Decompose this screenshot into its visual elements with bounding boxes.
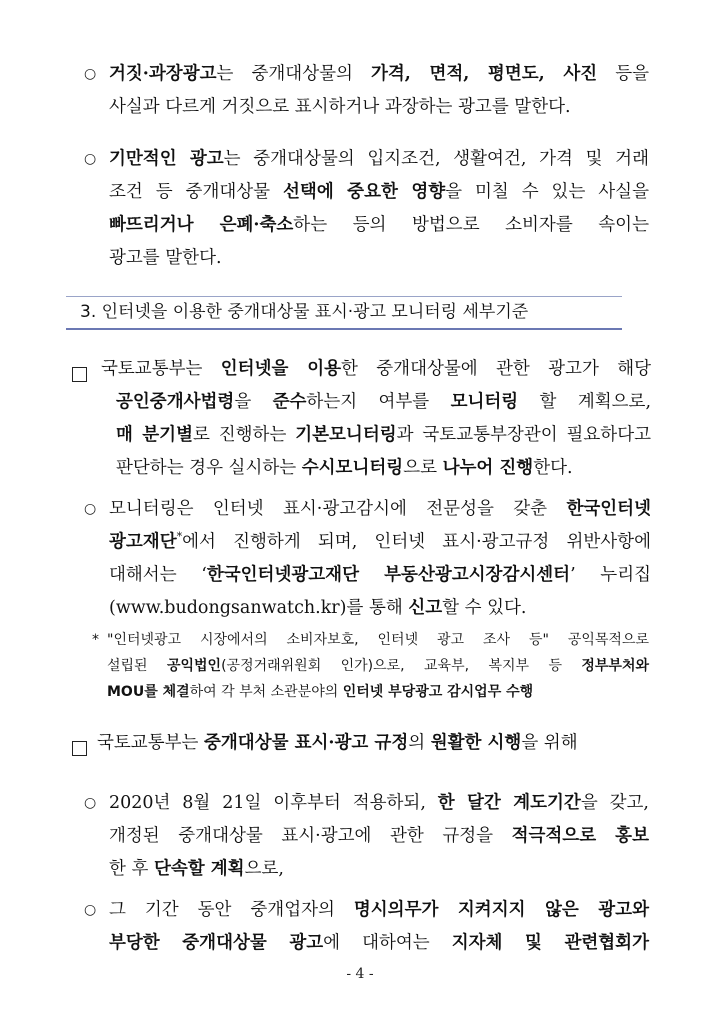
text-line: 개정된 중개대상물 표시·광고에 관한 규정을 적극적으로 홍보 (109, 826, 649, 846)
circle-bullet-icon: ○ (84, 795, 97, 811)
circle-bullet-icon: ○ (84, 902, 97, 918)
page-number: - 4 - (346, 966, 374, 982)
text-line: MOU를 체결하여 각 부처 소관분야의 인터넷 부당광고 감시업무 수행 (107, 684, 534, 700)
text-line: "인터넷광고 시장에서의 소비자보호, 인터넷 광고 조사 등" 공익목적으로 (107, 632, 649, 648)
paragraph-monitoring-plan-cont (116, 386, 651, 485)
text-line: 공인중개사법령을 준수하는지 여부를 모니터링 할 계획으로, (116, 392, 652, 412)
text-line: 사실과 다르게 거짓으로 표시하거나 과장하는 광고를 말한다. (109, 97, 571, 117)
circle-bullet-icon: ○ (84, 66, 97, 82)
text-line: 국토교통부는 인터넷을 이용한 중개대상물에 관한 광고가 해당 (101, 359, 651, 379)
text-line: 한 후 단속할 계획으로, (109, 859, 284, 879)
text-line: 거짓·과장광고는 중개대상물의 가격, 면적, 평면도, 사진 등을 (109, 64, 650, 84)
paragraph-implementation (97, 727, 637, 760)
section-heading: 3. 인터넷을 이용한 중개대상물 표시·광고 모니터링 세부기준 (66, 296, 622, 330)
paragraph-false-advertising (109, 58, 649, 124)
text-line: 그 기간 동안 중개업자의 명시의무가 지켜지지 않은 광고와 (109, 900, 649, 920)
footnote (107, 627, 649, 705)
text-line: 모니터링은 인터넷 표시·광고감시에 전문성을 갖춘 한국인터넷 (109, 499, 651, 519)
paragraph-monitoring-plan (101, 353, 651, 386)
text-line: 2020년 8월 21일 이후부터 적용하되, 한 달간 계도기간을 갖고, (109, 793, 649, 813)
paragraph-deceptive-advertising (109, 143, 649, 275)
circle-bullet-icon: ○ (84, 501, 97, 517)
text-line: 광고재단*에서 진행하게 되며, 인터넷 표시·광고규정 위반사항에 (109, 530, 651, 552)
text-line: 대해서는 ‘한국인터넷광고재단 부동산광고시장감시센터’ 누리집 (109, 565, 652, 585)
text-line: 기만적인 광고는 중개대상물의 입지조건, 생활여건, 가격 및 거래 (109, 149, 649, 169)
circle-bullet-icon: ○ (84, 151, 97, 167)
footnote-mark: * (92, 632, 99, 648)
paragraph-enforcement (109, 894, 649, 960)
square-bullet-icon (72, 741, 87, 756)
text-line: 부당한 중개대상물 광고에 대하여는 지자체 및 관련협회가 (109, 933, 649, 953)
text-line: 광고를 말한다. (109, 248, 222, 268)
text-line: 매 분기별로 진행하는 기본모니터링과 국토교통부장관이 필요하다고 (116, 425, 652, 445)
text-line: 판단하는 경우 실시하는 수시모니터링으로 나누어 진행한다. (116, 458, 573, 478)
paragraph-guidance-period (109, 787, 649, 886)
text-line: 조건 등 중개대상물 선택에 중요한 영향을 미칠 수 있는 사실을 (109, 182, 649, 202)
text-line: 국토교통부는 중개대상물 표시·광고 규정의 원활한 시행을 위해 (97, 733, 578, 753)
paragraph-monitoring-agency (109, 493, 651, 625)
text-line: 빠뜨리거나 은폐·축소하는 등의 방법으로 소비자를 속이는 (109, 215, 649, 235)
square-bullet-icon (72, 367, 87, 382)
text-line: 설립된 공익법인(공정거래위원회 인가)으로, 교육부, 복지부 등 정부부처와 (107, 658, 649, 674)
text-line: (www.budongsanwatch.kr)를 통해 신고할 수 있다. (109, 598, 527, 618)
